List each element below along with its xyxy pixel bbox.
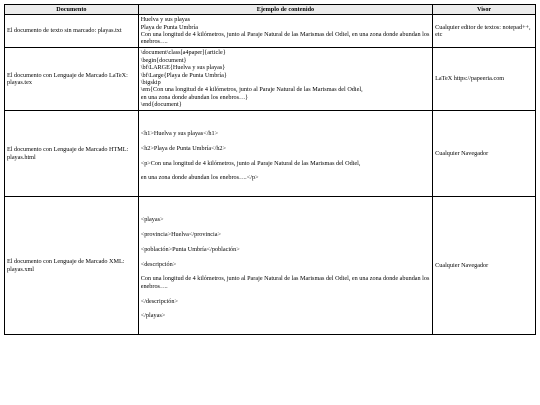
document-table bbox=[4, 4, 536, 335]
cell-documento: El documento de texto sin marcado: playas.txt bbox=[5, 15, 139, 48]
content-line: \bf\Large{Playa de Punta Umbría} bbox=[140, 71, 227, 79]
content-line: \document\class[a4paper]{article} bbox=[140, 49, 226, 57]
table-row bbox=[5, 197, 536, 335]
content-line: Huelva y sus playas bbox=[140, 16, 191, 24]
cell-visor: LaTeX https://papeeria.com bbox=[433, 48, 536, 111]
cell-visor: Cualquier Navegador bbox=[433, 111, 536, 197]
content-line: \bigskip bbox=[140, 79, 161, 86]
cell-visor: Cualquier Navegador bbox=[433, 197, 536, 335]
content-line: <población>Punta Umbría</población> bbox=[140, 245, 240, 253]
cell-documento: El documento con Lenguaje de Marcado HTML: playas.html bbox=[5, 111, 139, 197]
content-line: <p>Con una longitud de 4 kilómetros, junto al Paraje Natural de las Marismas del Odiel, bbox=[140, 159, 361, 167]
table-row bbox=[5, 111, 536, 197]
cell-ejemplo bbox=[138, 111, 432, 197]
content-line: en una zona donde abundan los enebros…} bbox=[140, 93, 249, 101]
content-line: <provincia>Huelva</provincia> bbox=[140, 231, 221, 238]
content-line: \em{Con una longitud de 4 kilómetros, junto al Paraje Natural de las Marismas del Odiel, bbox=[140, 86, 363, 94]
cell-ejemplo bbox=[138, 197, 432, 335]
content-line: \end{document} bbox=[140, 101, 182, 109]
cell-documento: El documento con Lenguaje de Marcado XML: playas.xml bbox=[5, 197, 139, 335]
content-line: Con una longitud de 4 kilómetros, junto al Paraje Natural de las Marismas del Odiel, en una zona donde abundan los enebros…. bbox=[140, 275, 430, 290]
content-line: en una zona donde abundan los enebros….</p> bbox=[140, 174, 259, 182]
cell-visor: Cualquier editor de textos: notepad++, etc bbox=[433, 15, 536, 48]
header-visor: Visor bbox=[433, 5, 536, 15]
header-ejemplo: Ejemplo de contenido bbox=[138, 5, 432, 15]
cell-documento: El documento con Lenguaje de Marcado LaTeX: playas.tex bbox=[5, 48, 139, 111]
content-line: </playas> bbox=[140, 312, 166, 320]
header-row bbox=[5, 5, 536, 15]
content-line: \bf\LARGE{Huelva y sus playas} bbox=[140, 64, 226, 72]
cell-ejemplo bbox=[138, 48, 432, 111]
cell-ejemplo bbox=[138, 15, 432, 48]
content-line: </descripción> bbox=[140, 297, 178, 305]
content-line: Playa de Punta Umbría bbox=[140, 23, 198, 31]
content-line: <playas> bbox=[140, 216, 164, 224]
content-line: <descripción> bbox=[140, 260, 177, 268]
content-line: <h1>Huelva y sus playas</h1> bbox=[140, 130, 219, 138]
content-line: <h2>Playa de Punta Umbría</h2> bbox=[140, 144, 226, 152]
content-line: Con una longitud de 4 kilómetros, junto al Paraje Natural de las Marismas del Odiel, en una zona donde abundan los enebros…. bbox=[140, 31, 430, 46]
header-documento: Documento bbox=[5, 5, 139, 15]
content-line: \begin{document} bbox=[140, 56, 187, 64]
table-row bbox=[5, 48, 536, 111]
table-row bbox=[5, 15, 536, 48]
